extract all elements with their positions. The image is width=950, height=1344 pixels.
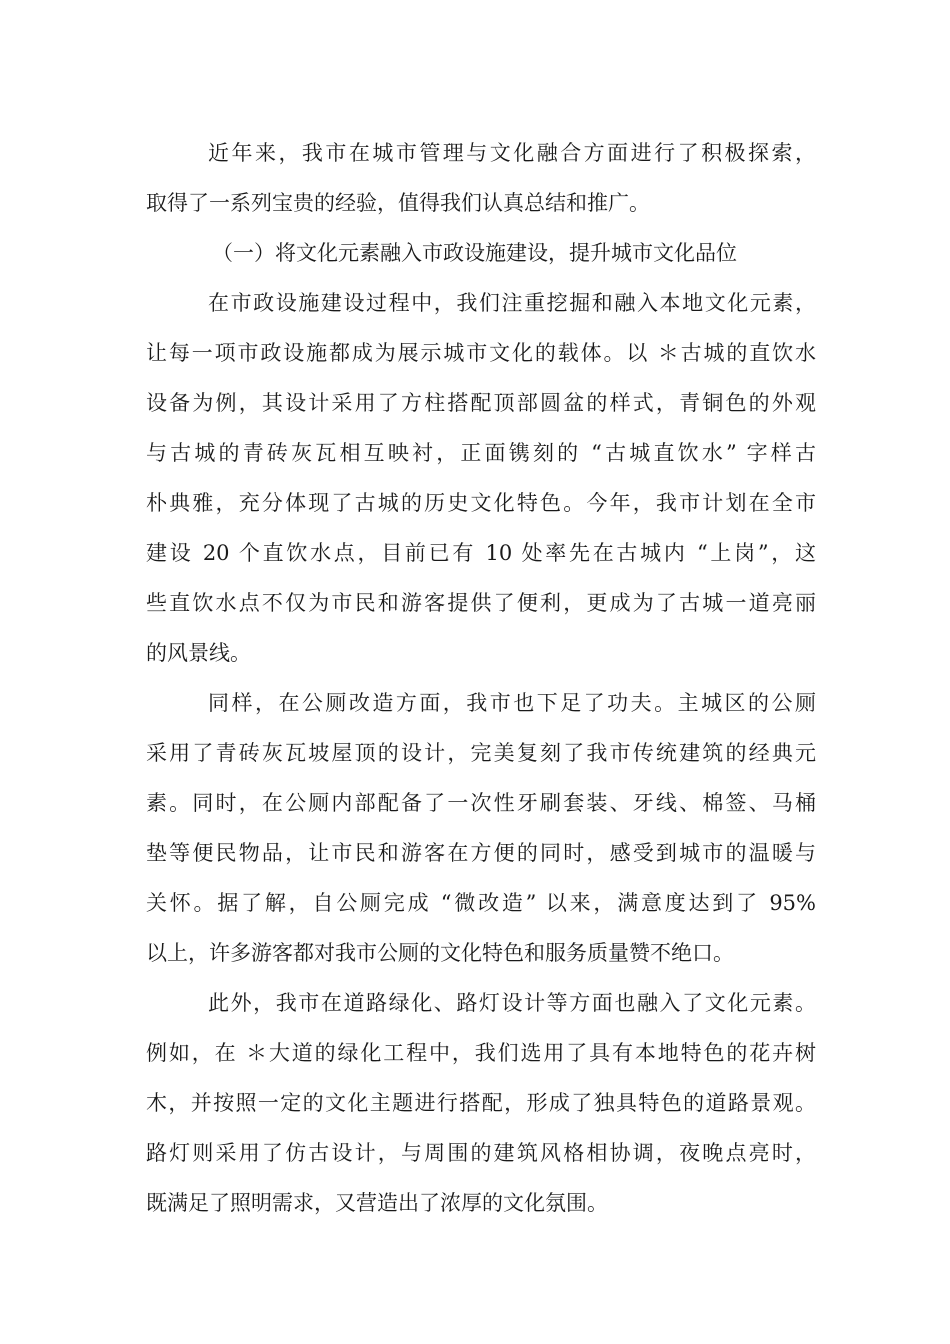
paragraph-line: 木，并按照一定的文化主题进行搭配，形成了独具特色的道路景观。 xyxy=(146,1091,816,1115)
paragraph-line: 以上，许多游客都对我市公厕的文化特色和服务质量赞不绝口。 xyxy=(146,941,734,965)
document-body xyxy=(146,128,816,1228)
paragraph-line: 近年来，我市在城市管理与文化融合方面进行了积极探索， xyxy=(208,141,816,165)
paragraph-public-toilets xyxy=(146,678,816,978)
paragraph-line: 既满足了照明需求，又营造出了浓厚的文化氛围。 xyxy=(146,1191,608,1215)
paragraph-line: 关怀。据了解，自公厕完成 “微改造” 以来，满意度达到了 95% xyxy=(146,891,816,915)
paragraph-line: 让每一项市政设施都成为展示城市文化的载体。以 ＊古城的直饮水 xyxy=(146,341,816,365)
paragraph-line: 设备为例，其设计采用了方柱搭配顶部圆盆的样式，青铜色的外观 xyxy=(146,391,816,415)
paragraph-intro xyxy=(146,128,816,228)
paragraph-line: 的风景线。 xyxy=(146,641,251,665)
paragraph-line: 例如，在 ＊大道的绿化工程中，我们选用了具有本地特色的花卉树 xyxy=(146,1041,816,1065)
paragraph-line: 素。同时，在公厕内部配备了一次性牙刷套装、牙线、棉签、马桶 xyxy=(146,791,816,815)
paragraph-line: 此外，我市在道路绿化、路灯设计等方面也融入了文化元素。 xyxy=(208,991,816,1015)
paragraph-line: 朴典雅，充分体现了古城的历史文化特色。今年，我市计划在全市 xyxy=(146,491,816,515)
paragraph-line: 同样，在公厕改造方面，我市也下足了功夫。主城区的公厕 xyxy=(208,691,816,715)
paragraph-line: 建设 20 个直饮水点，目前已有 10 处率先在古城内 “上岗”，这 xyxy=(146,541,816,565)
paragraph-line: 在市政设施建设过程中，我们注重挖掘和融入本地文化元素， xyxy=(208,291,816,315)
paragraph-line: 垫等便民物品，让市民和游客在方便的同时，感受到城市的温暖与 xyxy=(146,841,816,865)
paragraph-line: 与古城的青砖灰瓦相互映衬，正面镌刻的 “古城直饮水” 字样古 xyxy=(146,441,816,465)
paragraph-drinking-water xyxy=(146,278,816,678)
paragraph-line: 取得了一系列宝贵的经验，值得我们认真总结和推广。 xyxy=(146,191,650,215)
paragraph-line: 些直饮水点不仅为市民和游客提供了便利，更成为了古城一道亮丽 xyxy=(146,591,816,615)
section-heading-text: （一）将文化元素融入市政设施建设，提升城市文化品位 xyxy=(212,241,737,265)
section-heading xyxy=(146,228,816,278)
paragraph-line: 路灯则采用了仿古设计，与周围的建筑风格相协调，夜晚点亮时， xyxy=(146,1141,816,1165)
paragraph-roads-lighting xyxy=(146,978,816,1228)
paragraph-line: 采用了青砖灰瓦坡屋顶的设计，完美复刻了我市传统建筑的经典元 xyxy=(146,741,816,765)
